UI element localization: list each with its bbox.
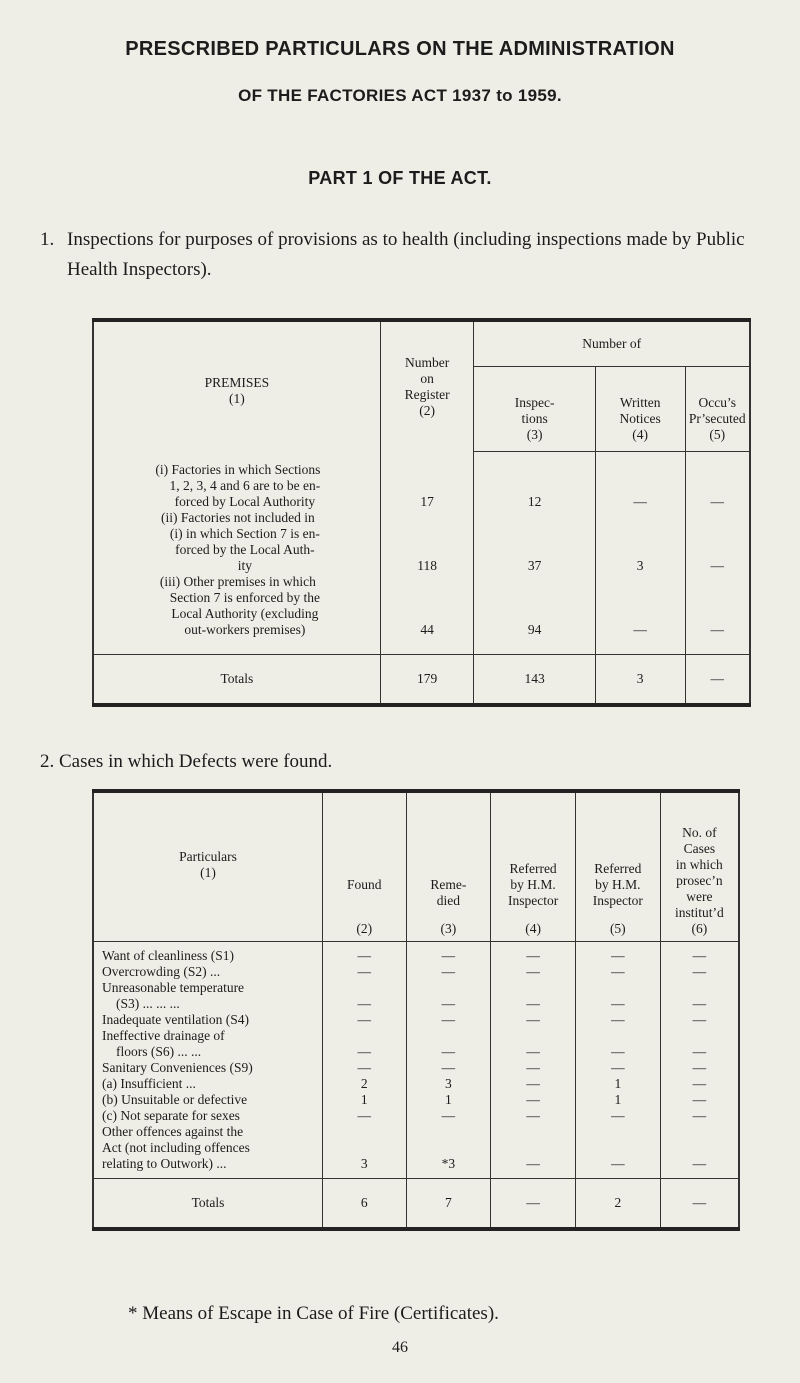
table2-totals-row [93,1179,739,1230]
section-1-heading [40,225,780,285]
referred-hm-values: — — — — — — — — — — [491,942,576,1179]
cases-values: — — — — — — — — — — [660,942,739,1179]
inspections-header: Inspec- tions (3) [474,367,595,452]
page-number: 46 [392,1339,408,1356]
notices-row-2: 3 [636,558,644,573]
remedied-values: — — — — — — 3 1 — *3 [406,942,491,1179]
table1-totals-row [93,654,750,705]
prosecuted-values [685,452,750,655]
totals-label: Totals [93,654,380,705]
inspections-table [92,318,751,707]
totals2-label: Totals [93,1179,322,1230]
prosecuted-header: Occu’s Pr’secuted (5) [685,367,750,452]
register-values [380,452,474,655]
totals2-found: 6 [322,1179,406,1230]
notices-header: Written Notices (4) [595,367,685,452]
inspections-row-2: 37 [527,558,542,573]
referred-by-values: — — — — — — 1 1 — — [575,942,660,1179]
premises-header: PREMISES (1) [93,320,380,452]
remedied-header: Reme- died (3) [406,791,491,942]
number-of-header: Number of [474,320,750,367]
defects-table [92,789,740,1231]
referred-by-header: Referred by H.M. Inspector (5) [575,791,660,942]
footnote: * Means of Escape in Case of Fire (Certificates). [128,1303,499,1324]
section-1-number: 1. [40,229,55,250]
notices-row-1: — [633,494,647,509]
section-2-text: Cases in which Defects were found. [59,751,333,772]
totals2-remedied: 7 [406,1179,491,1230]
totals-notices: 3 [595,654,685,705]
section-2-number: 2. [40,751,55,772]
cases-header: No. of Cases in which prosec’n were institut’d (6) [660,791,739,942]
totals2-ref5: 2 [575,1179,660,1230]
particulars-header: Particulars (1) [93,791,322,942]
main-title-line2: OF THE FACTORIES ACT 1937 to 1959. [238,86,562,105]
found-header: Found (2) [322,791,406,942]
inspections-row-1: 12 [527,494,542,509]
totals-prosecuted: — [685,654,750,705]
notices-values [595,452,685,655]
totals2-ref4: — [491,1179,576,1230]
inspections-values [474,452,595,655]
register-row-1: 17 [420,493,434,509]
totals2-cases: — [660,1179,739,1230]
referred-hm-header: Referred by H.M. Inspector (4) [491,791,576,942]
found-values: — — — — — — 2 1 — 3 [322,942,406,1179]
register-row-3: 44 [420,621,434,637]
notices-row-3: — [633,622,647,637]
section-2-heading [40,747,332,777]
prosecuted-row-2: — [710,558,724,573]
inspections-row-3: 94 [527,622,542,637]
part-heading: PART 1 OF THE ACT. [308,168,492,188]
prosecuted-row-3: — [710,622,724,637]
main-title-line1: PRESCRIBED PARTICULARS ON THE ADMINISTRATION [125,38,675,60]
register-header: Number on Register (2) [380,320,474,452]
register-row-2: 118 [417,557,437,573]
totals-register: 179 [380,654,474,705]
section-1-text: Inspections for purposes of provisions as to health (including inspections made by Public Health Inspectors). [67,229,745,280]
prosecuted-row-1: — [710,494,724,509]
premises-cell: (i) Factories in which Sections 1, 2, 3, 4 and 6 are to be en- forced by Local Authority (ii) Factories not included in (i) in which Section 7 is en- forced by the Local Auth- ity (iii) Other premises in which Section 7 is enforced by the Local Authority (excluding out-workers premises) [93,452,380,655]
totals-inspections: 143 [474,654,595,705]
particulars-cell: Want of cleanliness (S1) Overcrowding (S2) ... Unreasonable temperature (S3) ... ... ... Inadequate ventilation (S4) Ineffective drainage of floors (S6) ... ... Sanitary Conveniences (S9) (a) Insufficient ... (b) Unsuitable or defective (c) Not separate for sexes Other offences against the Act (not including offences relating to Outwork) ... [93,942,322,1179]
